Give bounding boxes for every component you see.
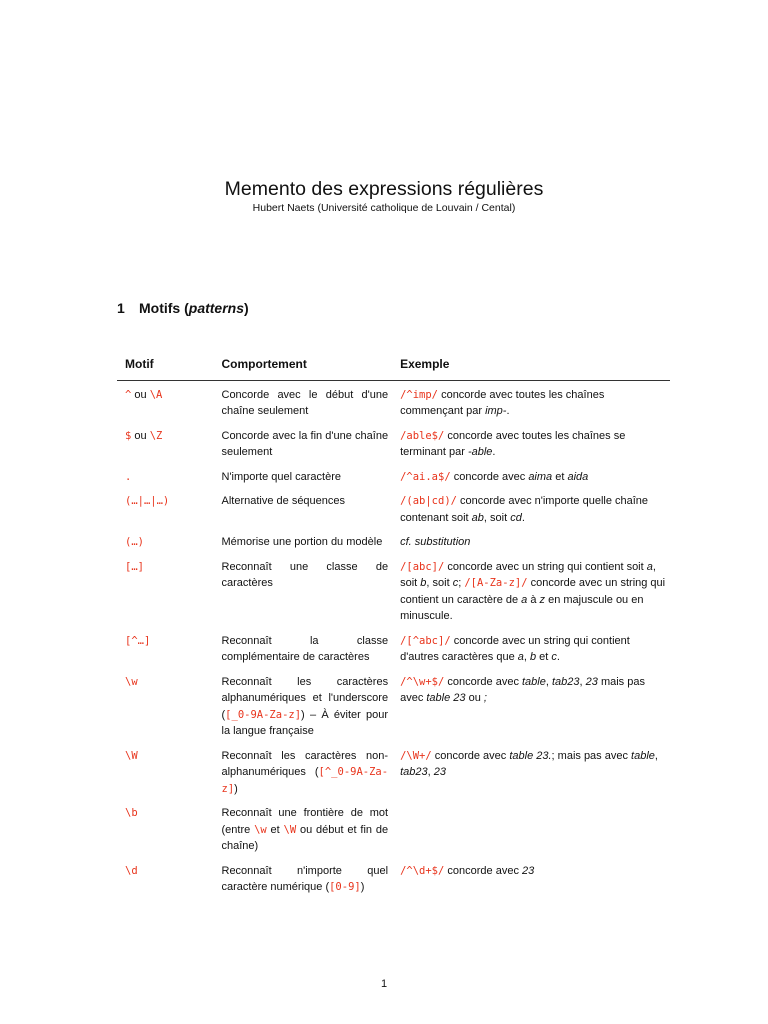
code-fragment: \Z	[149, 429, 163, 442]
code-fragment: […]	[125, 560, 144, 573]
cell-motif	[117, 805, 222, 863]
cell-comportement	[222, 748, 401, 806]
text-fragment: Reconnaît n'importe quel caractère numérique (	[221, 864, 389, 893]
text-fragment: Reconnaît la classe complémentaire de caractères	[221, 634, 389, 663]
italic-text: 23	[522, 864, 535, 877]
italic-text: table 23	[426, 692, 466, 704]
cell-comportement	[222, 534, 401, 559]
text-fragment: ,	[545, 675, 552, 688]
cell-exemple	[400, 380, 670, 428]
page-number: 1	[380, 978, 388, 990]
italic-text: aima	[528, 470, 553, 483]
code-fragment: (…|…|…)	[125, 495, 170, 507]
text-fragment: ,	[579, 675, 586, 688]
text-fragment: et	[536, 651, 552, 663]
italic-text: ab	[471, 511, 484, 524]
table-header-row	[117, 354, 670, 380]
code-fragment: \w	[254, 823, 267, 836]
table-body	[117, 380, 670, 904]
code-fragment: [_0-9A-Za-z]	[225, 708, 302, 721]
italic-text: a	[517, 651, 524, 663]
cell-exemple	[400, 863, 670, 904]
cell-exemple	[400, 748, 670, 806]
cell-motif	[117, 469, 222, 494]
text-fragment: et	[266, 823, 284, 836]
cell-comportement	[222, 380, 401, 428]
italic-text: c	[452, 577, 459, 589]
table-row	[117, 805, 670, 863]
code-fragment: /(ab|cd)/	[400, 495, 457, 507]
code-fragment: /^\w+$/	[400, 675, 445, 688]
italic-text: ;	[483, 692, 487, 704]
text-fragment: concorde avec	[444, 675, 522, 688]
cell-exemple	[400, 633, 670, 674]
table-row	[117, 428, 670, 469]
text-fragment: ;	[458, 577, 465, 589]
code-fragment: ^	[125, 388, 132, 401]
cell-comportement	[222, 559, 401, 633]
italic-text: tab23	[400, 766, 428, 778]
text-fragment: Reconnaît les caractères non-alphanumériques (	[221, 749, 389, 778]
document-author: Hubert Naets (Université catholique de Louvain / Cental)	[252, 202, 516, 214]
text-fragment: concorde avec un string qui contient d'autres caractères que	[400, 634, 630, 663]
text-fragment: concorde avec	[444, 864, 522, 877]
text-fragment: concorde avec un string qui contient soit	[444, 560, 647, 573]
cell-motif	[117, 674, 222, 748]
patterns-table	[117, 354, 670, 904]
text-fragment: concorde avec n'importe quelle chaîne contenant soit	[400, 495, 649, 524]
text-fragment: ou début et fin de chaîne)	[221, 823, 389, 852]
cell-exemple	[400, 469, 670, 494]
text-fragment: , soit	[400, 560, 656, 589]
italic-text: c	[551, 651, 557, 663]
text-fragment: .	[492, 446, 496, 458]
code-fragment: /\W+/	[400, 749, 432, 762]
cell-comportement	[222, 493, 401, 534]
code-fragment: \w	[125, 675, 138, 688]
text-fragment: concorde avec un string qui contient un caractère de	[400, 577, 666, 606]
code-fragment: /^\d+$/	[400, 864, 445, 877]
cell-comportement	[222, 805, 401, 863]
section-heading	[117, 300, 249, 316]
italic-text: imp-	[485, 405, 507, 417]
cell-comportement	[222, 633, 401, 674]
text-fragment: Concorde avec le début d'une chaîne seulement	[221, 388, 389, 417]
text-fragment: )	[360, 881, 365, 893]
text-fragment: concorde avec	[450, 470, 529, 483]
code-fragment: [^…]	[125, 634, 151, 647]
italic-text: a	[646, 560, 653, 573]
text-fragment: ; mais pas avec	[551, 749, 632, 762]
cell-motif	[117, 428, 222, 469]
code-fragment: \d	[125, 864, 138, 877]
table-row	[117, 380, 670, 428]
cell-exemple	[400, 534, 670, 559]
text-fragment: concorde avec toutes les chaînes commençant par	[400, 388, 605, 417]
header-exemple: Exemple	[400, 354, 670, 380]
cell-comportement	[222, 469, 401, 494]
cell-exemple	[400, 428, 670, 469]
code-fragment: /able$/	[400, 429, 445, 442]
code-fragment: \A	[149, 388, 163, 401]
table-row	[117, 863, 670, 904]
text-fragment: et	[552, 470, 568, 483]
text-fragment: Reconnaît les caractères alphanumériques et l'underscore (	[221, 675, 389, 721]
italic-text: aida	[567, 470, 589, 483]
code-fragment: \W	[125, 749, 138, 762]
italic-text: a	[521, 593, 528, 606]
document-title: Memento des expressions régulières	[224, 178, 544, 200]
table-row	[117, 633, 670, 674]
text-fragment: ,	[427, 766, 434, 778]
cell-motif	[117, 380, 222, 428]
text-fragment: ,	[523, 651, 530, 663]
cell-motif	[117, 748, 222, 806]
table-row	[117, 748, 670, 806]
code-fragment: /[abc]/	[400, 560, 445, 573]
table-row	[117, 469, 670, 494]
code-fragment: (…)	[125, 536, 144, 548]
header-comportement: Comportement	[222, 354, 401, 380]
code-fragment: \W	[283, 823, 297, 836]
section-number: 1	[117, 300, 125, 316]
italic-text: cf. substitution	[400, 536, 471, 548]
code-fragment: /[^abc]/	[400, 634, 451, 647]
header-motif: Motif	[117, 354, 222, 380]
text-fragment: ,	[654, 749, 658, 762]
text-fragment: , soit	[426, 577, 453, 589]
cell-motif	[117, 534, 222, 559]
italic-text: -able	[467, 446, 493, 458]
text-fragment: .	[521, 511, 525, 524]
text-fragment: , soit	[483, 511, 511, 524]
table-row	[117, 493, 670, 534]
table-row	[117, 559, 670, 633]
text-fragment: .	[506, 405, 510, 417]
italic-text: b	[530, 651, 537, 663]
italic-text: table 23.	[509, 749, 552, 762]
section-title-end: )	[244, 300, 249, 316]
cell-motif	[117, 493, 222, 534]
table-row	[117, 674, 670, 748]
text-fragment: Reconnaît une frontière de mot (entre	[221, 807, 389, 836]
table-row	[117, 534, 670, 559]
code-fragment: [0-9]	[329, 881, 361, 893]
text-fragment: )	[234, 782, 238, 795]
text-fragment: ou	[465, 692, 484, 704]
italic-text: table	[522, 675, 546, 688]
italic-text: b	[420, 577, 427, 589]
cell-motif	[117, 863, 222, 904]
text-fragment: .	[556, 651, 560, 663]
code-fragment: .	[125, 470, 132, 483]
cell-motif	[117, 633, 222, 674]
cell-exemple	[400, 674, 670, 748]
text-fragment: concorde avec	[431, 749, 510, 762]
cell-exemple	[400, 493, 670, 534]
text-fragment: concorde avec toutes les chaînes se terminant par	[400, 429, 626, 458]
italic-text: 23	[433, 766, 446, 778]
cell-motif	[117, 559, 222, 633]
cell-exemple	[400, 559, 670, 633]
text-fragment: Mémorise une portion du modèle	[221, 536, 383, 548]
cell-exemple	[400, 805, 670, 863]
italic-text: z	[539, 593, 546, 606]
text-fragment: Alternative de séquences	[221, 495, 346, 507]
cell-comportement	[222, 674, 401, 748]
text-fragment: N'importe quel caractère	[221, 470, 341, 483]
code-fragment: \b	[125, 807, 138, 819]
cell-comportement	[222, 428, 401, 469]
code-fragment: /^imp/	[400, 388, 439, 401]
code-fragment: [^_0-9A-Za-z]	[221, 766, 389, 795]
italic-text: tab23	[551, 675, 580, 688]
cell-comportement	[222, 863, 401, 904]
italic-text: cd	[510, 511, 522, 524]
text-fragment: en majuscule ou en minuscule.	[400, 593, 644, 622]
text-fragment: à	[527, 593, 540, 606]
code-fragment: /[A-Za-z]/	[464, 577, 528, 589]
text-fragment: mais pas avec	[400, 675, 645, 704]
text-fragment: Concorde avec la fin d'une chaîne seulement	[221, 429, 389, 458]
code-fragment: /^ai.a$/	[400, 470, 451, 483]
italic-text: table	[631, 749, 655, 762]
text-fragment: ou	[131, 429, 150, 442]
section-title-emphasis: patterns	[188, 300, 244, 316]
italic-text: 23	[585, 675, 598, 688]
text-fragment: Reconnaît une classe de caractères	[221, 560, 389, 589]
text-fragment: ) – À éviter pour la langue française	[221, 708, 389, 737]
code-fragment: $	[125, 429, 132, 442]
section-title: Motifs (	[139, 300, 189, 316]
text-fragment: ou	[131, 388, 150, 401]
